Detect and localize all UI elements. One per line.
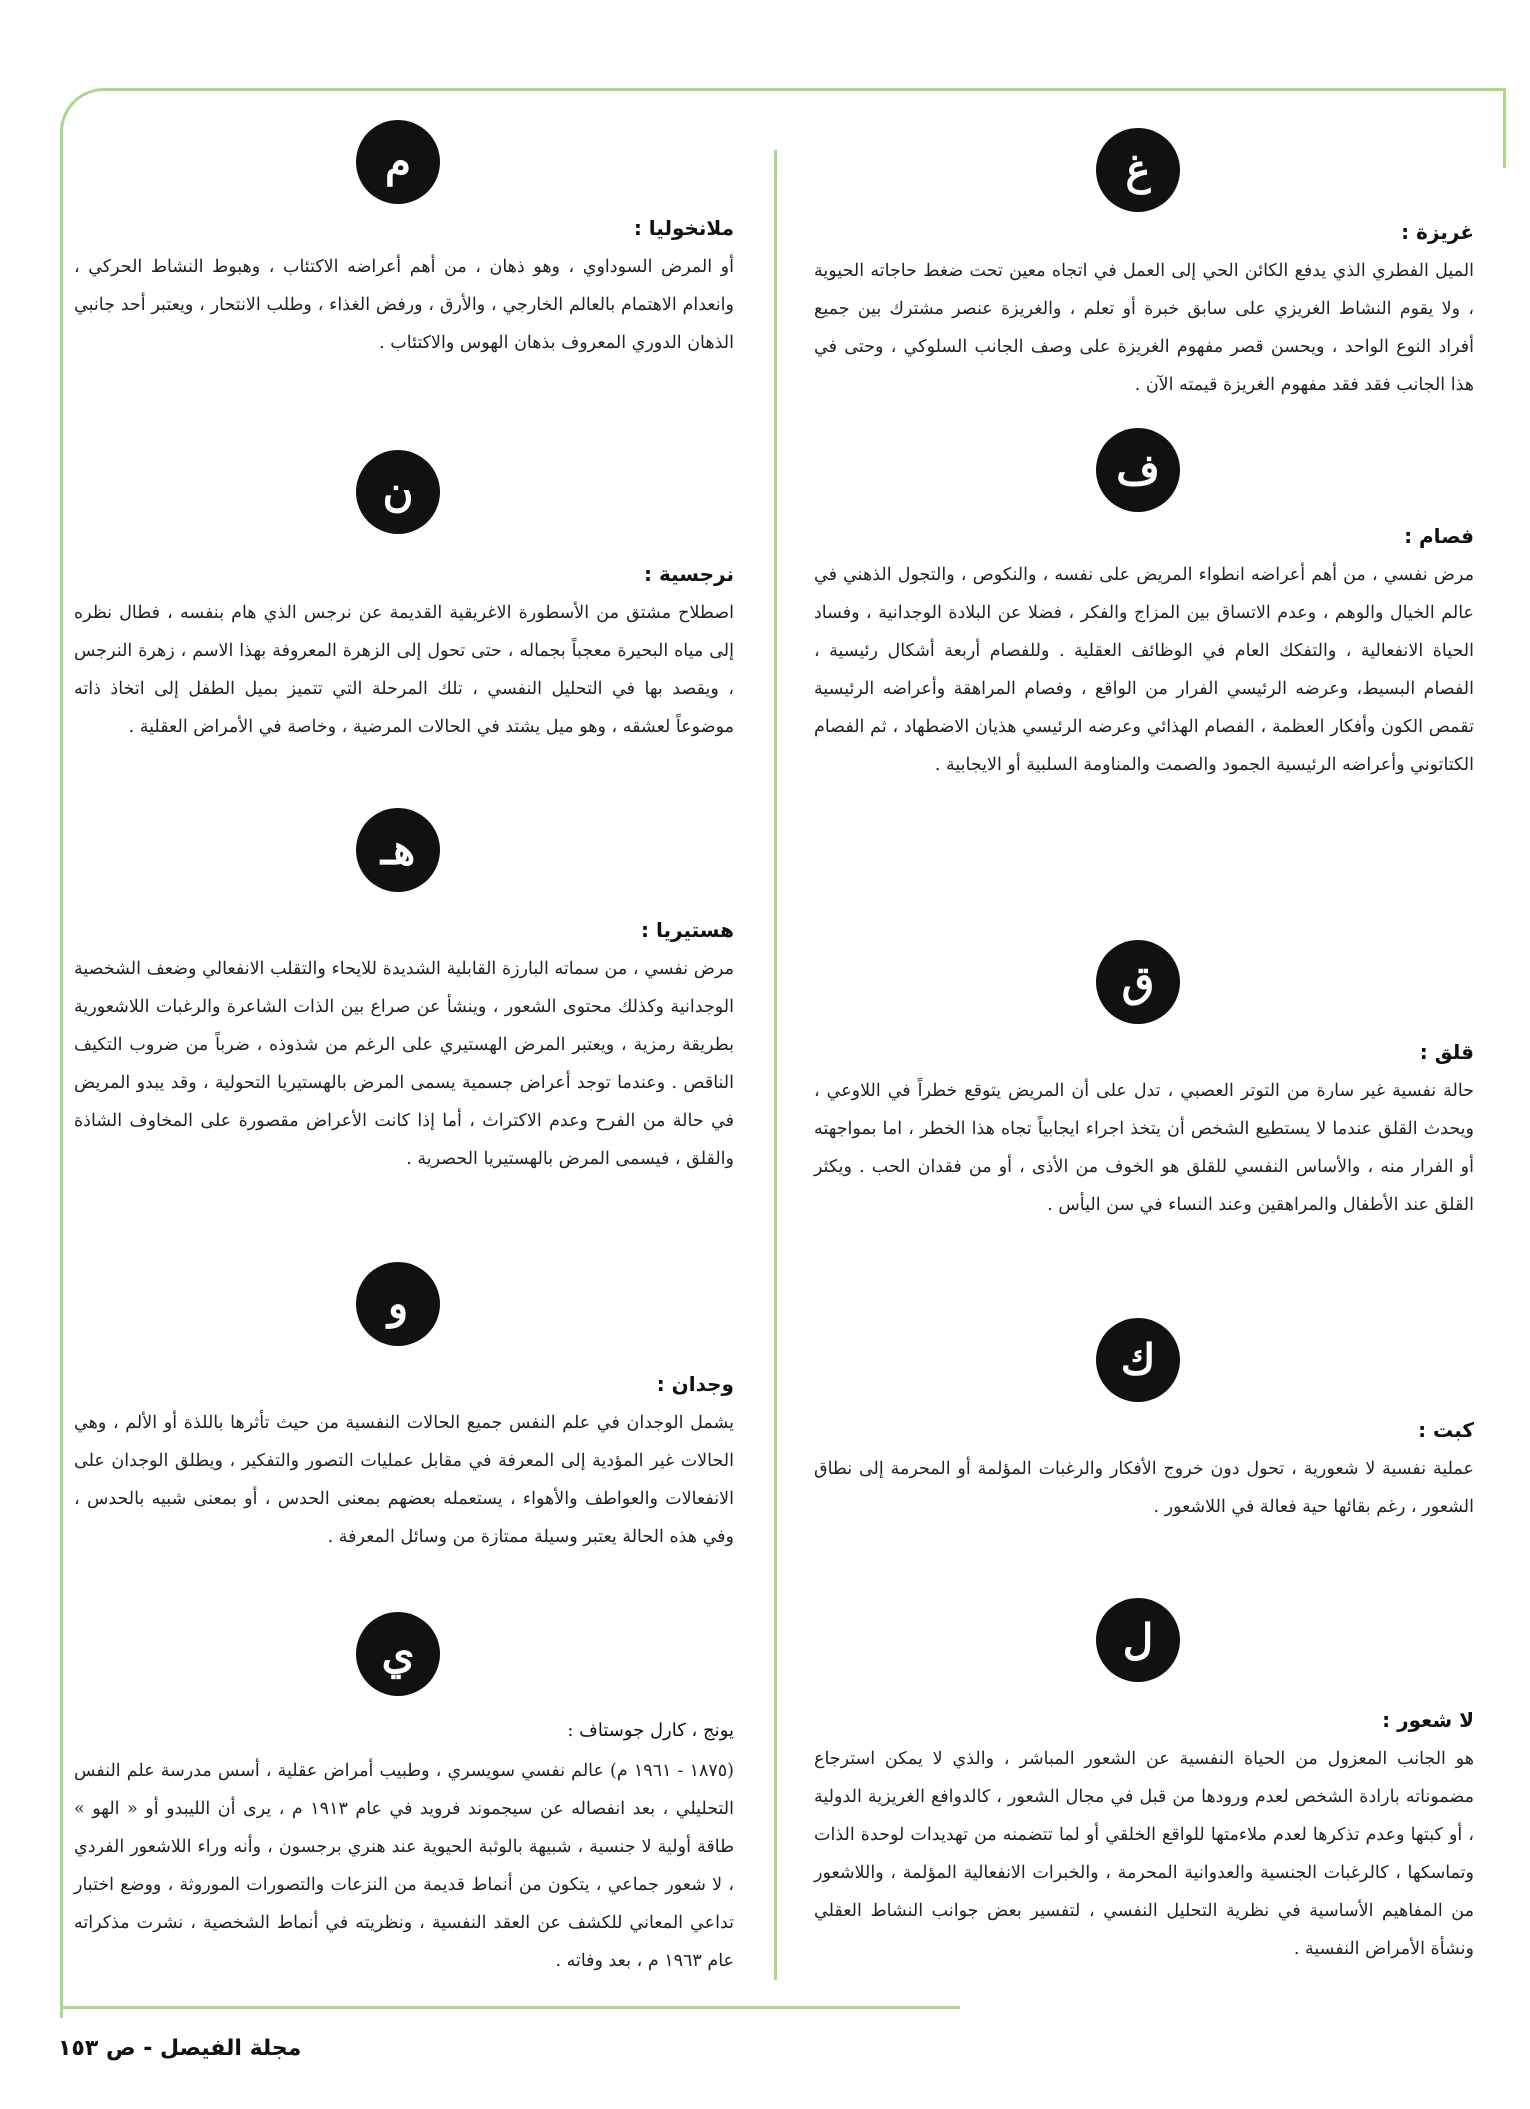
column-divider — [774, 150, 777, 1980]
frame-bottom-edge — [60, 2006, 960, 2009]
letter-badge-icon: ي — [356, 1612, 440, 1696]
entry-term: فصام : — [1404, 524, 1474, 548]
letter-badge-icon: هـ — [356, 808, 440, 892]
entry-term: لا شعور : — [1382, 1708, 1474, 1732]
entry-term: غريزة : — [1401, 220, 1474, 244]
entry-term: يونج ، كارل جوستاف : — [567, 1720, 734, 1741]
entry-text: هو الجانب المعزول من الحياة النفسية عن الشعور المباشر ، والذي لا يمكن استرجاع مضموناته بارادة الشخص لعدم ورودها من قبل في مجال الشعور ، كالدوافع الغريزية الدولية ، أو كبتها وعدم تذكرها لعدم ملاءمتها للواقع الخلقي أو لما تتضمنه من تهديدات لوحدة الذات وتماسكها ، كالرغبات الجنسية والعدوانية المحرمة ، والخبرات الانفعالية المؤلمة ، واللاشعور من المفاهيم الأساسية في نظرية التحليل النفسي ، لتفسير بعض جوانب النشاط العقلي ونشأة الأمراض النفسية . — [814, 1749, 1474, 1959]
entry-text: مرض نفسي ، من سماته البارزة القابلية الشديدة للايحاء والتقلب الانفعالي وضعف الشخصية الوجدانية وكذلك محتوى الشعور ، وينشأ عن صراع بين الذات الشاعرة والرغبات اللاشعورية بطريقة رمزية ، ويعتبر المرض الهستيري على الرغم من شذوذه ، ضرباً من ضروب التكيف الناقص . وعندما توجد أعراض جسمية يسمى المرض بالهستيريا التحولية ، وقد يبدو المريض في حالة من الفرح وعدم الاكتراث ، أما إذا كانت الأعراض مقصورة على المخاوف الشاذة والقلق ، فيسمى المرض بالهستيريا الحصرية . — [74, 959, 734, 1169]
entry-text: أو المرض السوداوي ، وهو ذهان ، من أهم أعراضه الاكتئاب ، وهبوط النشاط الحركي ، وانعدام الاهتمام بالعالم الخارجي ، والأرق ، ورفض الغذاء ، وطلب الانتحار ، ويعتبر أحد جانبي الذهان الدوري المعروف بذهان الهوس والاكتئاب . — [74, 257, 734, 353]
letter-badge-icon: ن — [356, 450, 440, 534]
entry-text: الميل الفطري الذي يدفع الكائن الحي إلى العمل في اتجاه معين تحت ضغط حاجاته الحيوية ، ولا يقوم النشاط الغريزي على سابق خبرة أو تعلم ، والغريزة عنصر مشترك بين جميع أفراد النوع الواحد ، ويحسن قصر مفهوم الغريزة على وصف الجانب السلوكي ، وحتى في هذا الجانب فقد فقد مفهوم الغريزة قيمته الآن . — [814, 261, 1474, 395]
letter-badge-icon: ل — [1096, 1598, 1180, 1682]
letter-badge-icon: غ — [1096, 128, 1180, 212]
entry-text: عملية نفسية لا شعورية ، تحول دون خروج الأفكار والرغبات المؤلمة أو المحرمة إلى نطاق الشعور ، رغم بقائها حية فعالة في اللاشعور . — [814, 1459, 1474, 1517]
letter-badge-icon: ك — [1096, 1318, 1180, 1402]
frame-edge — [1503, 88, 1506, 168]
entry-text: مرض نفسي ، من أهم أعراضه انطواء المريض على نفسه ، والنكوص ، والتجول الذهني في عالم الخيال والوهم ، وعدم الاتساق بين المزاج والفكر ، فضلا عن البلادة الوجدانية ، وفساد الحياة الانفعالية ، والتفكك العام في الوظائف العقلية . وللفصام أربعة أشكال رئيسية ، الفصام البسيط، وعرضه الرئيسي الفرار من الواقع ، وفصام المراهقة وأعراضه الرئيسية تقمص الكون وأفكار العظمة ، الفصام الهذائي وعرضه الرئيسي هذيان الاضطهاد ، ثم الفصام الكتاتوني وأعراضه الرئيسية الجمود والصمت والمناومة السلبية أو الايجابية . — [814, 565, 1474, 775]
entry-text: حالة نفسية غير سارة من التوتر العصبي ، تدل على أن المريض يتوقع خطراً في اللاوعي ، ويحدث القلق عندما لا يستطيع الشخص أن يتخذ اجراء ايجابياً تجاه هذا الخطر ، اما بمواجهته أو الفرار منه ، والأساس النفسي للقلق هو الخوف من الأذى ، أو من فقدان الحب . ويكثر القلق عند الأطفال والمراهقين وعند النساء في سن اليأس . — [814, 1081, 1474, 1215]
entry-text: (١٨٧٥ - ١٩٦١ م) عالم نفسي سويسري ، وطبيب أمراض عقلية ، أسس مدرسة علم النفس التحليلي ، بعد انفصاله عن سيجموند فرويد في عام ١٩١٣ م ، يرى أن الليبدو أو « الهو » طاقة أولية لا جنسية ، شبيهة بالوثبة الحيوية عند هنري برجسون ، وأنه وراء اللاشعور الفردي ، لا شعور جماعي ، يتكون من أنماط قديمة من النزعات والتصورات الموروثة ، ووضع اختبار تداعي المعاني للكشف عن العقد النفسية ، ونظريته في أنماط الشخصية ، نشرت مذكراته عام ١٩٦٣ م ، بعد وفاته . — [74, 1761, 734, 1971]
entry-term: نرجسية : — [644, 562, 734, 586]
entry-term: وجدان : — [656, 1372, 734, 1396]
entry-term: ملانخوليا : — [633, 216, 734, 240]
page-footer: مجلة الفيصل - ص ١٥٣ — [58, 2036, 302, 2061]
entry-text: اصطلاح مشتق من الأسطورة الاغريقية القديمة عن نرجس الذي هام بنفسه ، فطال نظره إلى مياه البحيرة معجباً بجماله ، حتى تحول إلى الزهرة المعروفة بهذا الاسم ، زهرة النرجس ، ويقصد بها في التحليل النفسي ، تلك المرحلة التي تتميز بميل الطفل إلى اتخاذ ذاته موضوعاً لعشقه ، وهو ميل يشتد في الحالات المرضية ، وخاصة في الأمراض العقلية . — [74, 603, 734, 737]
entry-text: يشمل الوجدان في علم النفس جميع الحالات النفسية من حيث تأثرها باللذة أو الألم ، وهي الحالات غير المؤدية إلى المعرفة في مقابل عمليات التصور والتفكير ، ويطلق الوجدان على الانفعالات والعواطف والأهواء ، يستعمله بعضهم بمعنى الحدس ، أو بمعنى شبيه بالحدس ، وفي هذه الحالة يعتبر وسيلة ممتازة من وسائل المعرفة . — [74, 1413, 734, 1547]
entry-term: كبت : — [1418, 1418, 1474, 1442]
letter-badge-icon: و — [356, 1262, 440, 1346]
letter-badge-icon: م — [356, 120, 440, 204]
entry-term: هستيريا : — [641, 918, 734, 942]
letter-badge-icon: ف — [1096, 428, 1180, 512]
letter-badge-icon: ق — [1096, 940, 1180, 1024]
entry-term: قلق : — [1419, 1040, 1474, 1064]
